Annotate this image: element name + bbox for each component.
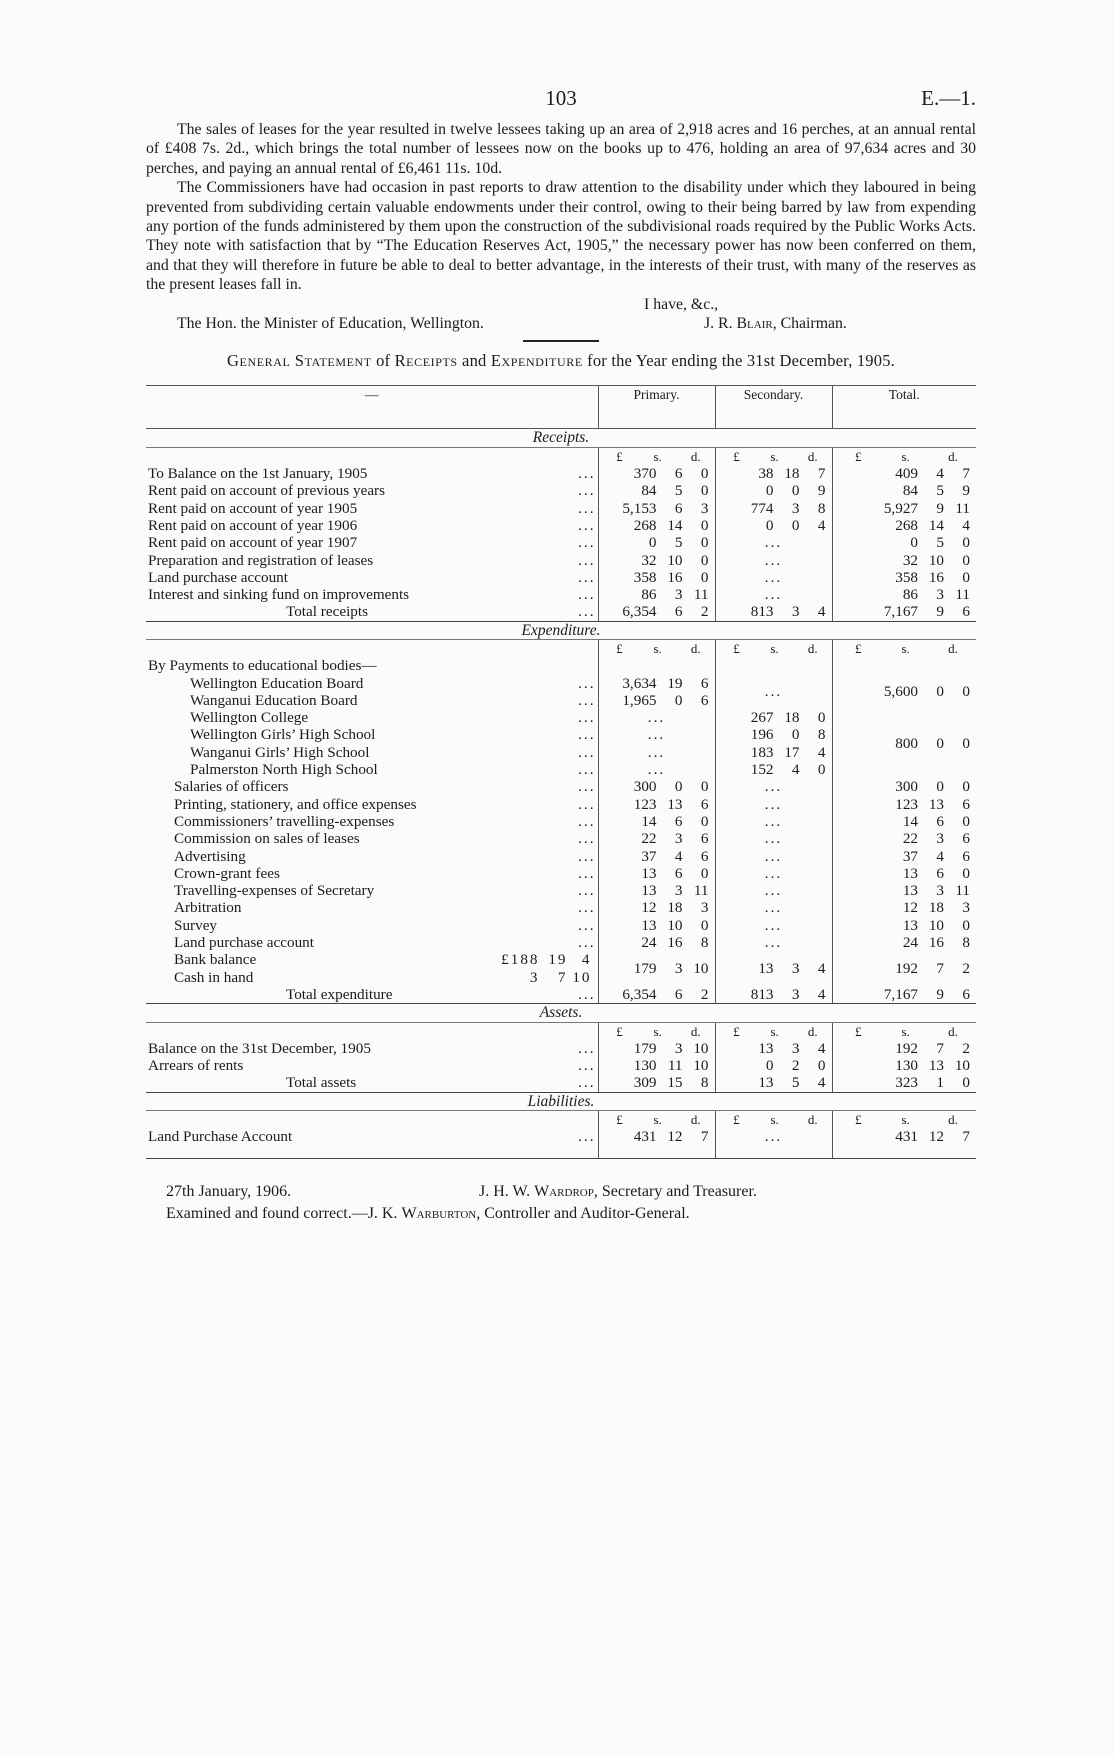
receipt-row-label: ... Rent paid on account of year 1906 (148, 516, 596, 534)
receipt-row-primary: 86 3 11 (598, 586, 715, 603)
assets-total-row (146, 1074, 976, 1092)
receipts-total-row-label: ... Total receipts (146, 603, 598, 621)
assets-row-primary: 130 11 10 (598, 1057, 715, 1074)
expenditure-row-label: ... Survey (174, 916, 596, 934)
receipt-row-label: ... Preparation and registration of leases (148, 551, 596, 569)
receipt-row-secondary: 38 18 7 (715, 465, 832, 482)
assets-row-secondary: 0 2 0 (715, 1057, 832, 1074)
expenditure-row-label: ... Printing, stationery, and office expenses (174, 795, 596, 813)
expenditure-row-primary: 123 13 6 (598, 796, 715, 813)
receipt-row-label: ... To Balance on the 1st January, 1905 (148, 465, 596, 483)
closing-salutation: I have, &c., (644, 295, 719, 313)
report-date: 27th January, 1906. (166, 1182, 292, 1200)
receipt-row-total: 84 5 9 (832, 482, 976, 499)
expenditure-row-label: ... Land purchase account (174, 934, 596, 952)
expenditure-group-label: By Payments to educational bodies— (148, 657, 377, 675)
expenditure-row-total: 12 18 3 (832, 899, 976, 916)
expenditure-row-primary: 14 6 0 (598, 813, 715, 830)
expenditure-row-secondary: ... (715, 934, 832, 951)
unit-row: £ s. d. £ s. d. £ s. d. (146, 447, 976, 465)
page (146, 86, 976, 1225)
receipt-row-label: ... Rent paid on account of year 1905 (148, 499, 596, 517)
statement-title: General Statement of Receipts and Expenditure for the Year ending the 31st December, 1905. (227, 351, 895, 371)
receipt-row (146, 569, 976, 586)
boards-total: 5,600 0 0 (832, 675, 976, 710)
assets-row (146, 1057, 976, 1074)
colleges-total: 800 0 0 (832, 709, 976, 778)
expenditure-row-label: ... Arbitration (174, 899, 596, 917)
expenditure-row-primary: 13 3 11 (598, 882, 715, 899)
expenditure-row-primary: 24 16 8 (598, 934, 715, 951)
unit-row: £ s. d. £ s. d. £ s. d. (146, 640, 976, 658)
expenditure-row-label: ... Palmerston North High School (190, 761, 596, 779)
expenditure-row-label: ... Travelling-expenses of Secretary (174, 882, 596, 900)
assets-total-row-total: 323 1 0 (832, 1074, 976, 1092)
receipt-row-secondary: ... (715, 586, 832, 603)
receipt-row-secondary: ... (715, 552, 832, 569)
secretary-signature: J. H. W. Wardrop, Secretary and Treasurer. (479, 1182, 757, 1200)
expenditure-total-row (146, 986, 976, 1004)
expenditure-row-secondary: ... (715, 917, 832, 934)
receipts-total-row-secondary: 813 3 4 (715, 603, 832, 621)
liabilities-row-primary: 431 12 7 (598, 1128, 715, 1158)
expenditure-row (146, 796, 976, 813)
receipt-row (146, 534, 976, 551)
column-header-primary: Primary. (598, 386, 715, 429)
footer-secretary-line (146, 1181, 976, 1203)
expenditure-row-label: ... Wellington College (190, 709, 596, 727)
expenditure-row-primary: ... (598, 726, 715, 743)
expenditure-row-label: ... Wanganui Education Board (190, 691, 596, 709)
expenditure-row-total: 24 16 8 (832, 934, 976, 951)
cash-in-hand-label: 3 7 10 Cash in hand (174, 968, 592, 986)
column-header-row (146, 386, 976, 429)
assets-row-total: 192 7 2 (832, 1040, 976, 1057)
expenditure-row (146, 675, 976, 692)
liabilities-row-label: ... Land Purchase Account (146, 1128, 598, 1158)
liabilities-row-total: 431 12 7 (832, 1128, 976, 1158)
assets-row-label: ... Arrears of rents (148, 1057, 596, 1075)
expenditure-row (146, 778, 976, 795)
expenditure-row-primary: 22 3 6 (598, 830, 715, 847)
expenditure-row-secondary: ... (715, 865, 832, 882)
expenditure-row-secondary: ... (715, 778, 832, 795)
expenditure-total-row-secondary: 813 3 4 (715, 986, 832, 1004)
expenditure-row-secondary: 152 4 0 (715, 761, 832, 778)
expenditure-row (146, 934, 976, 951)
receipt-row-total: 409 4 7 (832, 465, 976, 482)
expenditure-row-total: 14 6 0 (832, 813, 976, 830)
expenditure-row-primary: 37 4 6 (598, 848, 715, 865)
expenditure-row-total: 37 4 6 (832, 848, 976, 865)
expenditure-row-primary: 13 6 0 (598, 865, 715, 882)
bank-cash-total: 192 7 2 (832, 951, 976, 986)
receipt-row-primary: 5,153 6 3 (598, 500, 715, 517)
paragraph-leases: The sales of leases for the year resulted in twelve lessees taking up an area of 2,918 acres and 16 perches, at an annual rental of £408 7s. 2d., which brings the total number of lessees now on the books up to 476, holding an area of 97,634 acres and 30 perches, and paying an annual rental of £6,461 11s. 10d. (146, 121, 976, 177)
receipts-total-row (146, 603, 976, 621)
receipt-row-primary: 32 10 0 (598, 552, 715, 569)
expenditure-row-label: ... Salaries of officers (174, 778, 596, 796)
expenditure-row-primary: ... (598, 761, 715, 778)
expenditure-row-secondary: ... (715, 899, 832, 916)
expenditure-row (146, 709, 976, 726)
receipt-row (146, 465, 976, 482)
receipt-row-secondary: ... (715, 534, 832, 551)
receipt-row-secondary: 0 0 9 (715, 482, 832, 499)
auditor-certification: Examined and found correct.—J. K. Warburton, Controller and Auditor-General. (166, 1204, 690, 1222)
expenditure-row-secondary: ... (715, 796, 832, 813)
receipt-row-total: 358 16 0 (832, 569, 976, 586)
expenditure-total-row-total: 7,167 9 6 (832, 986, 976, 1004)
receipt-row-total: 5,927 9 11 (832, 500, 976, 517)
expenditure-row-primary: 1,965 0 6 (598, 692, 715, 709)
bank-balance-row (146, 951, 976, 968)
expenditure-row-label: ... Advertising (174, 847, 596, 865)
addressee: The Hon. the Minister of Education, Wellington. (177, 315, 484, 333)
assets-row-total: 130 13 10 (832, 1057, 976, 1074)
expenditure-row (146, 882, 976, 899)
column-header-blank: — (146, 386, 598, 429)
expenditure-row-label: ... Wellington Education Board (190, 674, 596, 692)
assets-row-secondary: 13 3 4 (715, 1040, 832, 1057)
expenditure-row-secondary: ... (715, 813, 832, 830)
section-heading-liabilities: Liabilities. (146, 1092, 976, 1110)
bank-cash-primary: 179 3 10 (598, 951, 715, 986)
expenditure-row-label: ... Commissioners’ travelling-expenses (174, 812, 596, 830)
expenditure-row-secondary: ... (715, 830, 832, 847)
bank-balance-label: £188 19 4 Bank balance (174, 951, 592, 969)
receipt-row-primary: 0 5 0 (598, 534, 715, 551)
assets-total-row-primary: 309 15 8 (598, 1074, 715, 1092)
receipt-row-label: ... Rent paid on account of previous years (148, 482, 596, 500)
expenditure-row-total: 22 3 6 (832, 830, 976, 847)
expenditure-group-row (146, 657, 976, 674)
receipt-row (146, 552, 976, 569)
footer-auditor-line (146, 1203, 976, 1225)
paragraph-commissioners: The Commissioners have had occasion in past reports to draw attention to the disability under which they laboured in being prevented from subdividing certain valuable endowments under their control, owing to their being barred by law from expending any portion of the funds administered by them upon the construction of the subdivisional roads required by the Public Works Acts. They note with satisfaction that by “The Education Reserves Act, 1905,” the necessary power has now been conferred on them, and that they will therefore in future be able to deal to better advantage, in the interests of their trust, with many of the reserves as the present leases fall in. (146, 179, 976, 294)
assets-total-row-secondary: 13 5 4 (715, 1074, 832, 1092)
receipt-row (146, 586, 976, 603)
receipt-row-primary: 268 14 0 (598, 517, 715, 534)
expenditure-row-primary: ... (598, 709, 715, 726)
receipt-row (146, 482, 976, 499)
expenditure-row-total: 13 6 0 (832, 865, 976, 882)
expenditure-row-secondary: 196 0 8 (715, 726, 832, 743)
assets-row (146, 1040, 976, 1057)
expenditure-row-primary: 13 10 0 (598, 917, 715, 934)
section-heading-expenditure: Expenditure. (146, 621, 976, 639)
expenditure-row-label: ... Wellington Girls’ High School (190, 726, 596, 744)
section-heading-assets: Assets. (146, 1004, 976, 1022)
unit-row: £ s. d. £ s. d. £ s. d. (146, 1111, 976, 1129)
expenditure-row (146, 865, 976, 882)
receipt-row-primary: 84 5 0 (598, 482, 715, 499)
assets-row-label: ... Balance on the 31st December, 1905 (148, 1039, 596, 1057)
expenditure-row-secondary: ... (715, 882, 832, 899)
receipt-row-label: ... Rent paid on account of year 1907 (148, 534, 596, 552)
expenditure-row-total: 13 3 11 (832, 882, 976, 899)
receipts-total-row-total: 7,167 9 6 (832, 603, 976, 621)
expenditure-row-secondary: ... (715, 848, 832, 865)
expenditure-row (146, 813, 976, 830)
receipt-row-secondary: ... (715, 569, 832, 586)
expenditure-row-primary: 3,634 19 6 (598, 675, 715, 692)
unit-row: £ s. d. £ s. d. £ s. d. (146, 1022, 976, 1040)
expenditure-row-primary: 12 18 3 (598, 899, 715, 916)
receipt-row-total: 268 14 4 (832, 517, 976, 534)
expenditure-row-total: 300 0 0 (832, 778, 976, 795)
expenditure-row-secondary: 267 18 0 (715, 709, 832, 726)
statement-table (146, 385, 976, 1158)
receipt-row-label: ... Interest and sinking fund on improvements (148, 586, 596, 604)
closing-line (146, 295, 976, 314)
receipt-row (146, 517, 976, 534)
expenditure-row-label: ... Wanganui Girls’ High School (190, 743, 596, 761)
section-heading-receipts: Receipts. (146, 429, 976, 447)
document-code: E.—1. (921, 86, 976, 110)
expenditure-row-label: ... Crown-grant fees (174, 864, 596, 882)
expenditure-row-label: ... Commission on sales of leases (174, 830, 596, 848)
assets-total-row-label: ... Total assets (146, 1074, 598, 1092)
expenditure-row-primary: 300 0 0 (598, 778, 715, 795)
liabilities-row-secondary: ... (715, 1128, 832, 1158)
expenditure-row-total: 13 10 0 (832, 917, 976, 934)
page-header (146, 86, 976, 120)
column-header-secondary: Secondary. (715, 386, 832, 429)
page-number: 103 (545, 86, 577, 110)
receipt-row-primary: 358 16 0 (598, 569, 715, 586)
receipt-row-total: 86 3 11 (832, 586, 976, 603)
receipt-row-label: ... Land purchase account (148, 568, 596, 586)
chairman-signature: J. R. Blair, Chairman. (704, 315, 847, 333)
liabilities-row (146, 1128, 976, 1158)
column-header-total: Total. (832, 386, 976, 429)
receipt-row (146, 500, 976, 517)
expenditure-total-row-primary: 6,354 6 2 (598, 986, 715, 1004)
boards-secondary: ... (715, 675, 832, 710)
expenditure-row-primary: ... (598, 744, 715, 761)
expenditure-row (146, 917, 976, 934)
receipt-row-primary: 370 6 0 (598, 465, 715, 482)
receipt-row-total: 32 10 0 (832, 552, 976, 569)
receipt-row-total: 0 5 0 (832, 534, 976, 551)
signature-line (146, 314, 976, 333)
expenditure-row (146, 899, 976, 916)
divider (523, 340, 599, 342)
expenditure-row (146, 848, 976, 865)
expenditure-row-total: 123 13 6 (832, 796, 976, 813)
expenditure-total-row-label: ... Total expenditure (146, 986, 598, 1004)
receipt-row-secondary: 774 3 8 (715, 500, 832, 517)
expenditure-row-secondary: 183 17 4 (715, 744, 832, 761)
receipts-total-row-primary: 6,354 6 2 (598, 603, 715, 621)
bank-cash-secondary: 13 3 4 (715, 951, 832, 986)
receipt-row-secondary: 0 0 4 (715, 517, 832, 534)
expenditure-row (146, 830, 976, 847)
assets-row-primary: 179 3 10 (598, 1040, 715, 1057)
